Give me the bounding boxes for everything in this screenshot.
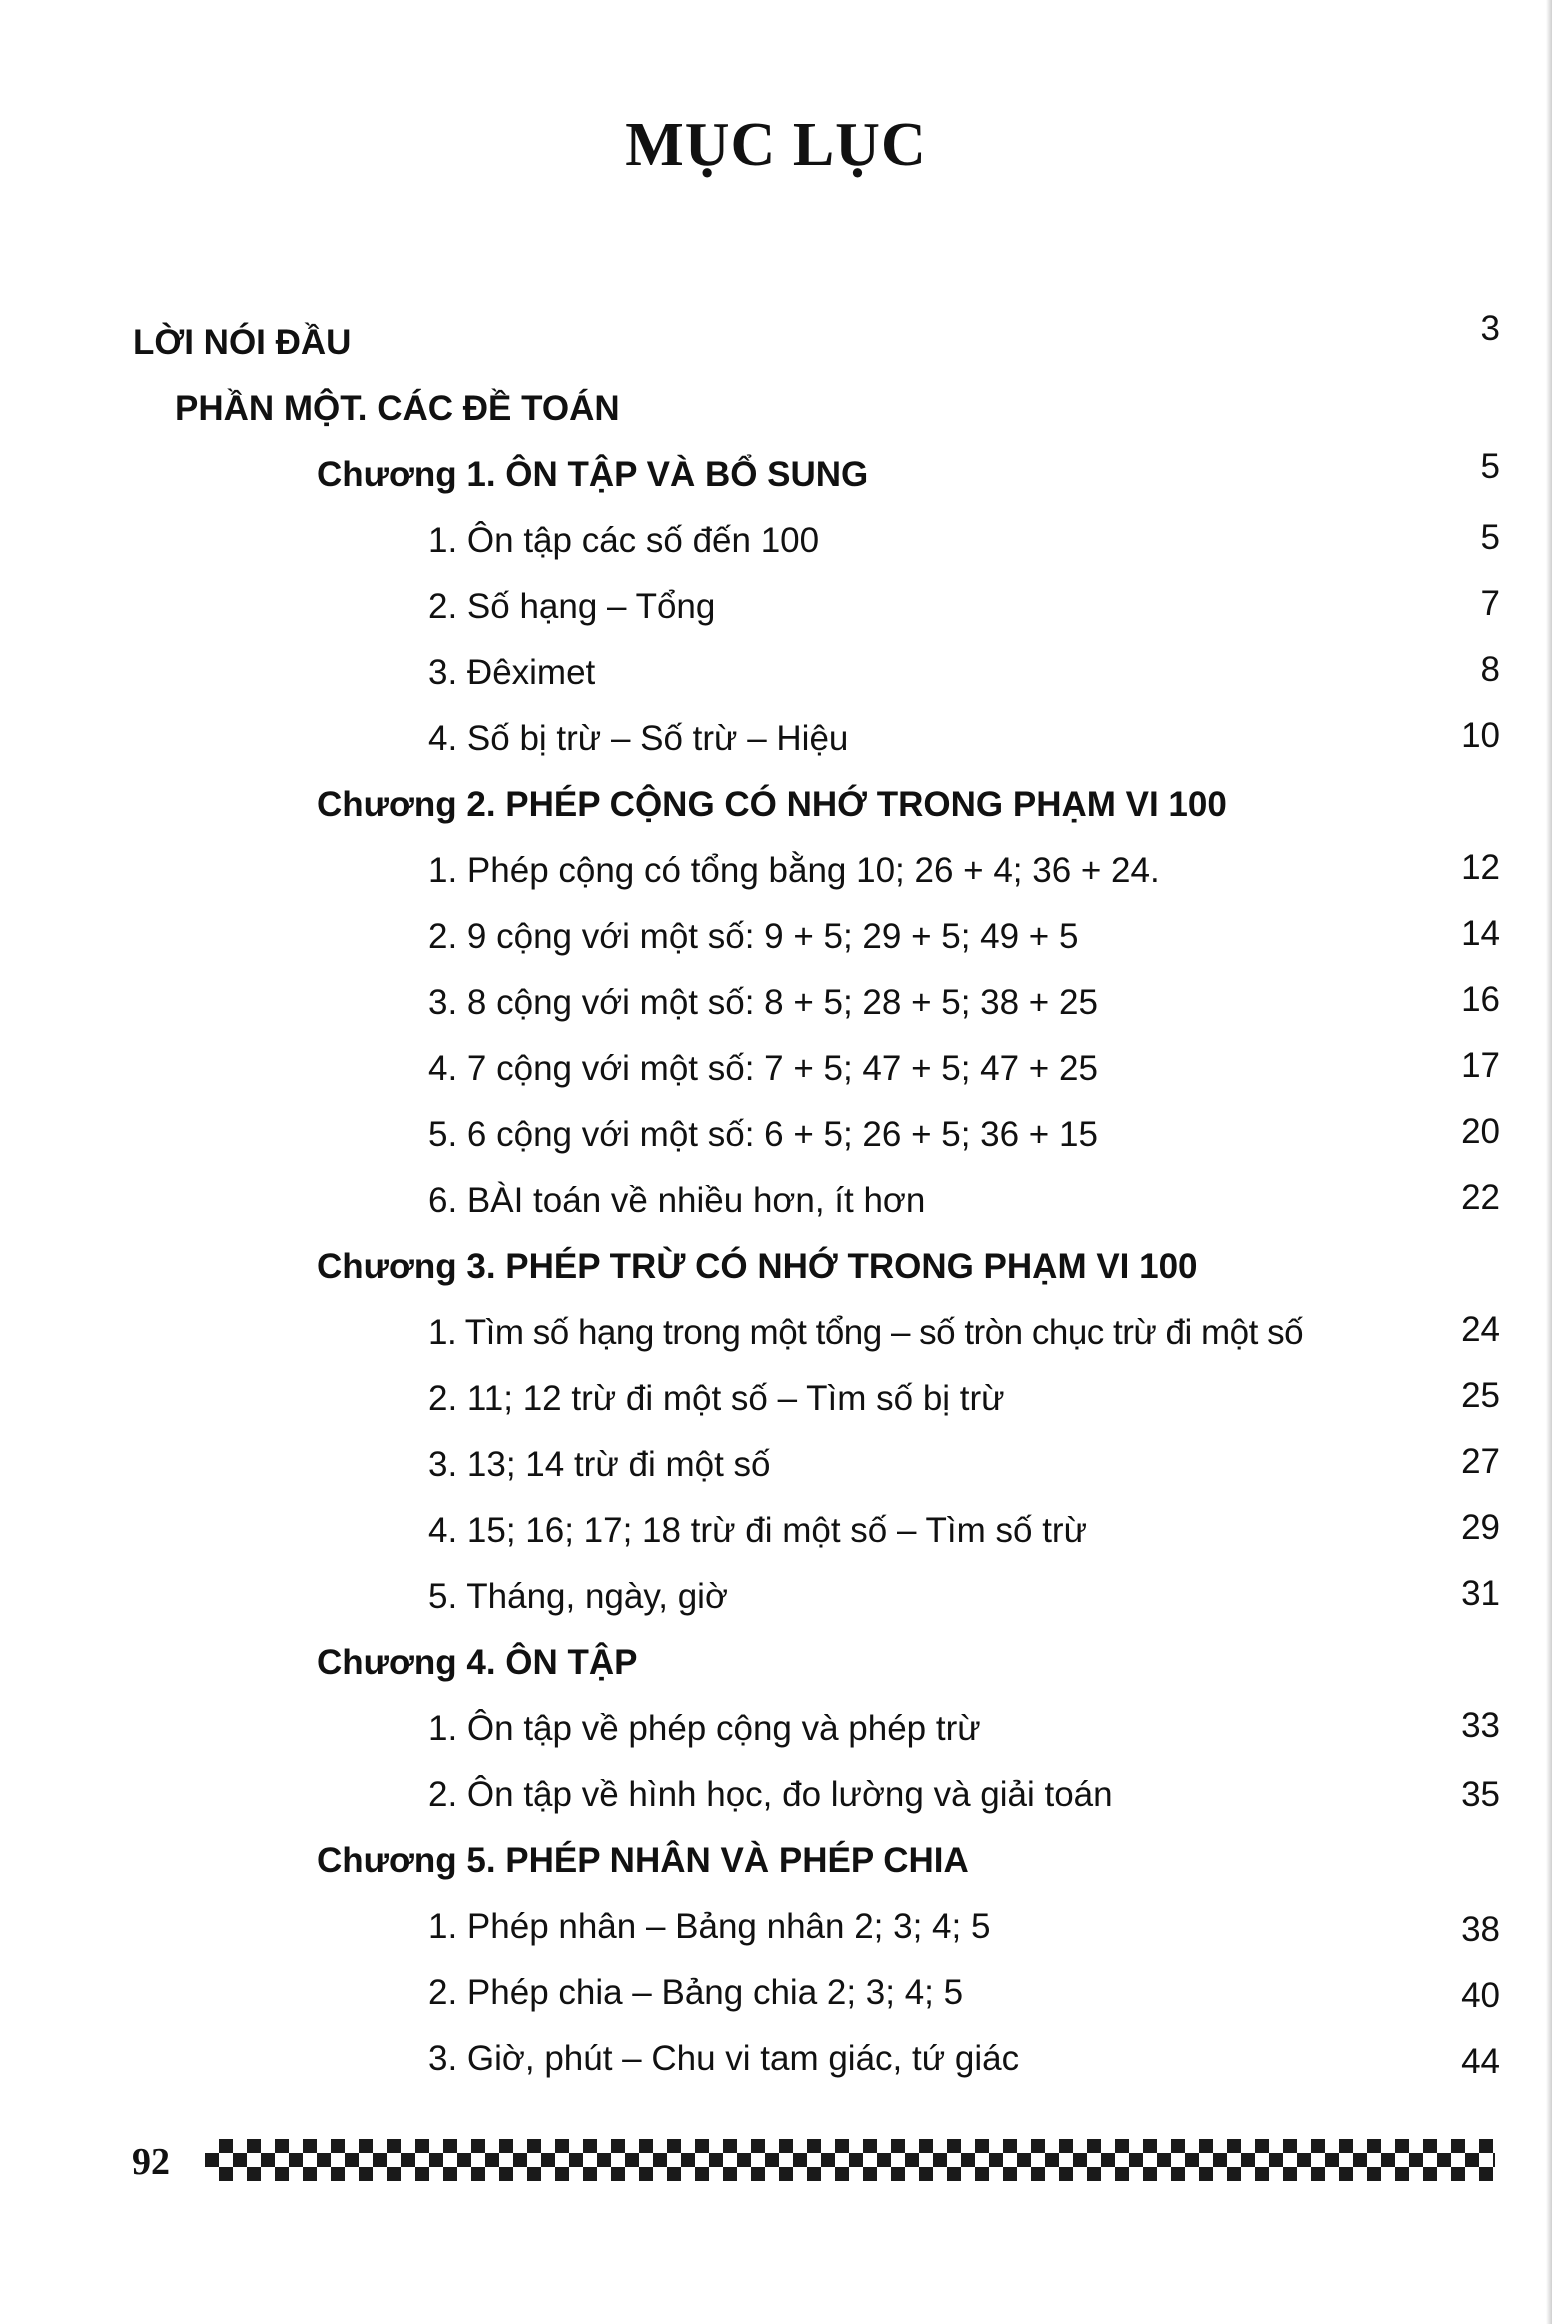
entry-label: LỜI NÓI ĐẦU bbox=[133, 323, 352, 362]
entry-label: Chương 5. PHÉP NHÂN VÀ PHÉP CHIA bbox=[317, 1841, 969, 1880]
toc-entry bbox=[0, 1567, 1552, 1627]
entry-label: 3. 8 cộng với một số: 8 + 5; 28 + 5; 38 + 25 bbox=[428, 983, 1098, 1022]
toc-entry bbox=[0, 577, 1552, 637]
entry-page: 10 bbox=[1461, 716, 1500, 755]
toc-entry bbox=[0, 1699, 1552, 1759]
entry-page: 44 bbox=[1461, 2042, 1500, 2081]
entry-label: 3. 13; 14 trừ đi một số bbox=[428, 1445, 771, 1484]
toc-entry bbox=[0, 2029, 1552, 2089]
entry-page: 24 bbox=[1461, 1310, 1500, 1349]
toc-entry bbox=[0, 1897, 1552, 1957]
entry-label: PHẦN MỘT. CÁC ĐỀ TOÁN bbox=[175, 389, 620, 428]
toc-entry bbox=[0, 1435, 1552, 1495]
toc-entry bbox=[0, 709, 1552, 769]
entry-label: 2. 9 cộng với một số: 9 + 5; 29 + 5; 49 + 5 bbox=[428, 917, 1079, 956]
entry-label: 1. Phép cộng có tổng bằng 10; 26 + 4; 36 + 24. bbox=[428, 851, 1160, 890]
entry-label: 5. 6 cộng với một số: 6 + 5; 26 + 5; 36 + 15 bbox=[428, 1115, 1098, 1154]
entry-label: 2. Phép chia – Bảng chia 2; 3; 4; 5 bbox=[428, 1973, 964, 2012]
toc-chapter-heading bbox=[0, 775, 1552, 835]
entry-label: Chương 3. PHÉP TRỪ CÓ NHỚ TRONG PHẠM VI 100 bbox=[317, 1247, 1198, 1286]
entry-page: 3 bbox=[1480, 309, 1500, 348]
entry-label: 2. Ôn tập về hình học, đo lường và giải toán bbox=[428, 1775, 1113, 1814]
entry-page: 27 bbox=[1461, 1442, 1500, 1481]
entry-label: 3. Giờ, phút – Chu vi tam giác, tứ giác bbox=[428, 2039, 1020, 2078]
toc-entry bbox=[0, 1369, 1552, 1429]
entry-label: Chương 2. PHÉP CỘNG CÓ NHỚ TRONG PHẠM VI 100 bbox=[317, 785, 1227, 824]
entry-label: 6. BÀI toán về nhiều hơn, ít hơn bbox=[428, 1181, 926, 1220]
toc-entry bbox=[0, 511, 1552, 571]
entry-page: 33 bbox=[1461, 1706, 1500, 1745]
entry-label: 5. Tháng, ngày, giờ bbox=[428, 1577, 728, 1616]
toc-chapter-heading bbox=[0, 1831, 1552, 1891]
footer-page-number: 92 bbox=[132, 2141, 170, 2183]
page-title: MỤC LỤC bbox=[625, 111, 927, 179]
entry-page: 17 bbox=[1461, 1046, 1500, 1085]
entry-page: 5 bbox=[1480, 518, 1500, 557]
entry-page: 16 bbox=[1461, 980, 1500, 1019]
entry-page: 12 bbox=[1461, 848, 1500, 887]
entry-label: 2. Số hạng – Tổng bbox=[428, 587, 716, 626]
toc-chapter-heading bbox=[0, 1237, 1552, 1297]
toc-part-heading bbox=[0, 379, 1552, 439]
toc-entry bbox=[0, 907, 1552, 967]
toc-entry bbox=[0, 841, 1552, 901]
toc-entry bbox=[0, 1501, 1552, 1561]
entry-label: 1. Ôn tập các số đến 100 bbox=[428, 521, 820, 560]
toc-entry bbox=[0, 309, 1552, 373]
toc-entry bbox=[0, 973, 1552, 1033]
entry-page: 8 bbox=[1480, 650, 1500, 689]
entry-page: 38 bbox=[1461, 1910, 1500, 1949]
entry-page: 29 bbox=[1461, 1508, 1500, 1547]
entry-label: 2. 11; 12 trừ đi một số – Tìm số bị trừ bbox=[428, 1379, 1005, 1418]
entry-page: 22 bbox=[1461, 1178, 1500, 1217]
entry-label: Chương 4. ÔN TẬP bbox=[317, 1643, 638, 1682]
toc-chapter-heading bbox=[0, 445, 1552, 505]
entry-label: 4. Số bị trừ – Số trừ – Hiệu bbox=[428, 719, 849, 758]
entry-page: 31 bbox=[1461, 1574, 1500, 1613]
toc-entry bbox=[0, 1963, 1552, 2023]
entry-label: Chương 1. ÔN TẬP VÀ BỔ SUNG bbox=[317, 455, 869, 494]
entry-label: 4. 15; 16; 17; 18 trừ đi một số – Tìm số trừ bbox=[428, 1511, 1088, 1550]
toc-entry bbox=[0, 1765, 1552, 1825]
entry-page: 14 bbox=[1461, 914, 1500, 953]
toc-chapter-heading bbox=[0, 1633, 1552, 1693]
toc-entry bbox=[0, 1303, 1552, 1363]
entry-page: 25 bbox=[1461, 1376, 1500, 1415]
entry-page: 7 bbox=[1480, 584, 1500, 623]
entry-page: 5 bbox=[1480, 447, 1500, 486]
toc-entry bbox=[0, 1039, 1552, 1099]
entry-label: 3. Đêximet bbox=[428, 653, 596, 692]
entry-label: 1. Ôn tập về phép cộng và phép trừ bbox=[428, 1709, 981, 1748]
checkered-border-ornament bbox=[205, 2139, 1495, 2181]
toc-entry bbox=[0, 1105, 1552, 1165]
entry-label: 1. Tìm số hạng trong một tổng – số tròn chục trừ đi một số bbox=[428, 1313, 1304, 1352]
toc-entry bbox=[0, 1171, 1552, 1231]
toc-entry bbox=[0, 643, 1552, 703]
entry-page: 35 bbox=[1461, 1775, 1500, 1814]
entry-label: 4. 7 cộng với một số: 7 + 5; 47 + 5; 47 + 25 bbox=[428, 1049, 1098, 1088]
entry-page: 40 bbox=[1461, 1976, 1500, 2015]
entry-page: 20 bbox=[1461, 1112, 1500, 1151]
entry-label: 1. Phép nhân – Bảng nhân 2; 3; 4; 5 bbox=[428, 1907, 991, 1946]
